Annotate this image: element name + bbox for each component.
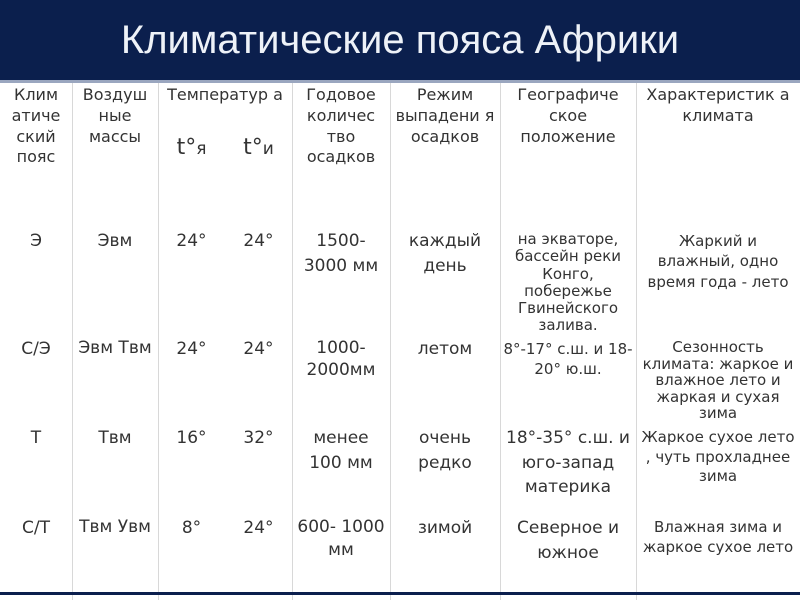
row1-air: Эвм (97, 231, 133, 251)
header-air-masses: Воздуш ные массы (82, 85, 148, 146)
row3-belt: Т (30, 428, 42, 448)
row1-belt: Э (30, 231, 42, 251)
row4-temp-jul: 24° (243, 518, 274, 538)
row4-precip: 600- 1000 мм (297, 517, 385, 560)
row2-temp-jan: 24° (176, 339, 207, 359)
temp-symbol: t° (176, 135, 197, 160)
row2-geo: 8°-17° с.ш. и 18-20° ю.ш. (503, 340, 633, 379)
row2-belt: С/Э (21, 339, 51, 359)
row1-temp-jul: 24° (243, 231, 274, 251)
row4-air: Твм Увм (79, 517, 151, 537)
header-temp-january (158, 135, 225, 160)
header-belt: Клим атиче ский пояс (11, 85, 61, 167)
header-climate: Характеристик а климата (646, 85, 790, 125)
row2-precip: 1000- 2000мм (306, 338, 376, 381)
row4-temp-jan: 8° (181, 518, 202, 538)
row1-precip: 1500- 3000 мм (303, 231, 379, 276)
row4-regime: зимой (417, 518, 473, 538)
row3-geo: 18°-35° с.ш. и юго-запад материка (506, 428, 630, 498)
row1-climate: Жаркий и влажный, одно время года - лето (647, 232, 789, 291)
row3-temp-jul: 32° (243, 428, 274, 448)
header-temperature: Температур а (167, 85, 283, 104)
temp-sub-january: я (196, 139, 207, 159)
row3-climate: Жаркое сухое лето , чуть прохладнее зима (641, 428, 795, 485)
row4-geo: Северное и южное (516, 518, 620, 563)
bottom-border (0, 592, 800, 595)
header-temp-july (225, 135, 292, 160)
row3-precip: менее 100 мм (309, 428, 373, 473)
header-precip-regime: Режим выпадени я осадков (395, 85, 495, 146)
climate-table (0, 83, 800, 600)
row1-regime: каждый день (408, 231, 482, 276)
row1-geo: на экваторе, бассейн реки Конго, побережье Гвинейского залива. (514, 231, 622, 335)
row2-temp-jul: 24° (243, 339, 274, 359)
row4-belt: С/Т (22, 518, 50, 538)
row1-temp-jan: 24° (176, 231, 207, 251)
row3-temp-jan: 16° (176, 428, 207, 448)
row2-climate: Сезонность климата: жаркое и влажное лето и жаркая и сухая зима (642, 339, 794, 422)
page-title: Климатические пояса Африки (120, 18, 680, 62)
row3-air: Твм (98, 428, 132, 448)
header-geography: Географиче ское положение (517, 85, 619, 146)
row2-regime: летом (417, 339, 473, 359)
temp-sub-july: и (262, 139, 274, 159)
row3-regime: очень редко (418, 428, 472, 473)
row2-air: Эвм Твм (78, 338, 152, 358)
temp-symbol: t° (243, 135, 263, 160)
row4-climate: Влажная зима и жаркое сухое лето (642, 518, 794, 556)
header-precipitation: Годовое количес тво осадков (306, 85, 376, 167)
